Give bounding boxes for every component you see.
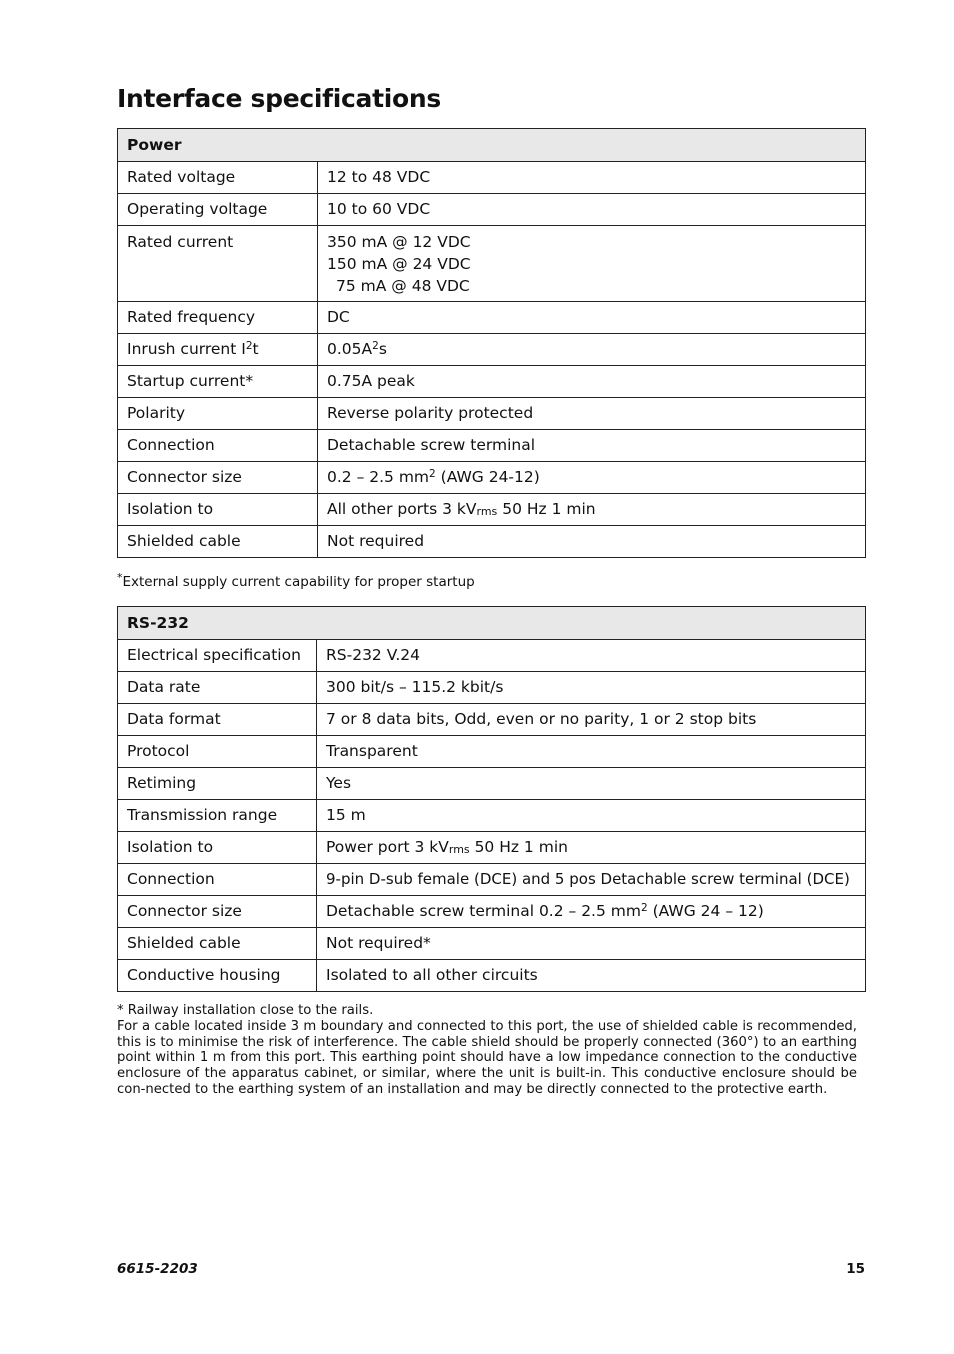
row-label: Rated voltage [118, 162, 318, 194]
value-text: s [378, 340, 387, 358]
row-value: Detachable screw terminal [318, 430, 866, 462]
superscript: 2 [429, 468, 436, 480]
row-value: Isolated to all other circuits [317, 960, 866, 992]
table-row [118, 430, 866, 462]
subscript: rms [476, 505, 498, 518]
row-value: Not required* [317, 928, 866, 960]
value-text: 0.2 – 2.5 mm [327, 468, 430, 486]
table-header-row [118, 607, 866, 640]
row-label: Rated frequency [118, 302, 318, 334]
row-value [318, 334, 866, 366]
power-table-header: Power [118, 129, 866, 162]
row-value: 300 bit/s – 115.2 kbit/s [317, 672, 866, 704]
power-footnote [117, 571, 475, 590]
table-row [118, 334, 866, 366]
row-value: 10 to 60 VDC [318, 194, 866, 226]
table-row [118, 864, 866, 896]
table-row [118, 832, 866, 864]
row-label: Isolation to [118, 494, 318, 526]
table-row [118, 162, 866, 194]
row-label: Polarity [118, 398, 318, 430]
table-row [118, 672, 866, 704]
row-label: Retiming [118, 768, 317, 800]
label-text: t [252, 340, 259, 358]
value-text: 50 Hz 1 min [469, 838, 568, 856]
table-row [118, 768, 866, 800]
table-row [118, 928, 866, 960]
rated-current-line: 75 mA @ 48 VDC [336, 277, 470, 295]
row-value: RS-232 V.24 [317, 640, 866, 672]
table-row [118, 960, 866, 992]
row-value: 12 to 48 VDC [318, 162, 866, 194]
row-label: Connection [118, 864, 317, 896]
table-row [118, 194, 866, 226]
value-text: (AWG 24-12) [435, 468, 540, 486]
row-label: Transmission range [118, 800, 317, 832]
superscript: 2 [372, 340, 379, 352]
footnote-star: * [117, 571, 123, 584]
row-value: Yes [317, 768, 866, 800]
row-value: Reverse polarity protected [318, 398, 866, 430]
row-value: 15 m [317, 800, 866, 832]
footnote-text: External supply current capability for proper startup [122, 574, 475, 590]
row-value: DC [318, 302, 866, 334]
row-value: Transparent [317, 736, 866, 768]
row-label: Startup current* [118, 366, 318, 398]
row-value [318, 494, 866, 526]
rated-current-line: 150 mA @ 24 VDC [327, 255, 471, 273]
row-label: Shielded cable [118, 526, 318, 558]
row-label: Operating voltage [118, 194, 318, 226]
table-row [118, 226, 866, 302]
value-text: Power port 3 kV [326, 838, 449, 856]
row-value: 9-pin D-sub female (DCE) and 5 pos Detachable screw terminal (DCE) [317, 864, 866, 896]
rated-current-line: 350 mA @ 12 VDC [327, 233, 471, 251]
row-label: Electrical specification [118, 640, 317, 672]
row-value [317, 832, 866, 864]
row-label: Shielded cable [118, 928, 317, 960]
label-text: Inrush current I [127, 340, 246, 358]
table-row [118, 526, 866, 558]
row-label: Connector size [118, 896, 317, 928]
row-label: Connection [118, 430, 318, 462]
subscript: rms [448, 843, 470, 856]
table-row [118, 494, 866, 526]
table-row [118, 736, 866, 768]
table-row [118, 462, 866, 494]
row-label: Data rate [118, 672, 317, 704]
table-row [118, 704, 866, 736]
table-row [118, 896, 866, 928]
value-text: All other ports 3 kV [327, 500, 477, 518]
row-label: Data format [118, 704, 317, 736]
row-value [318, 462, 866, 494]
table-row [118, 800, 866, 832]
document-number: 6615-2203 [117, 1261, 198, 1277]
superscript: 2 [640, 902, 648, 914]
shielding-note: For a cable located inside 3 m boundary and connected to this port, the use of shielded cable is recommended, this is to minimise the risk of interference. The cable shield should be properly connected (360°) to an earthing point within 1 m from this port. This earthing point should have a low impedance connection to the conductive enclosure of the apparatus cabinet, or similar, where the unit is built-in. This conductive enclosure should be con-nected to the earthing system of an installation and may be directly connected to the protective earth. [117, 1018, 857, 1097]
value-text: (AWG 24 – 12) [647, 902, 764, 920]
row-value: 0.75A peak [318, 366, 866, 398]
row-label: Isolation to [118, 832, 317, 864]
value-text: 0.05A [327, 340, 373, 358]
power-spec-table [117, 128, 866, 558]
railway-note: * Railway installation close to the rails. [117, 1003, 374, 1018]
table-row [118, 398, 866, 430]
table-header-row [118, 129, 866, 162]
row-label [118, 334, 318, 366]
row-label: Rated current [118, 226, 318, 302]
table-row [118, 366, 866, 398]
superscript: 2 [245, 340, 253, 352]
value-text: Detachable screw terminal 0.2 – 2.5 mm [326, 902, 641, 920]
row-label: Connector size [118, 462, 318, 494]
row-value: Not required [318, 526, 866, 558]
table-row [118, 640, 866, 672]
value-text: 50 Hz 1 min [497, 500, 596, 518]
page-number: 15 [846, 1261, 865, 1277]
row-value [317, 896, 866, 928]
page-title: Interface specifications [117, 84, 441, 113]
row-value-multiline [318, 226, 866, 302]
row-label: Protocol [118, 736, 317, 768]
table-row [118, 302, 866, 334]
rs232-notes [117, 1003, 857, 1098]
row-value: 7 or 8 data bits, Odd, even or no parity, 1 or 2 stop bits [317, 704, 866, 736]
row-label: Conductive housing [118, 960, 317, 992]
rs232-table-header: RS-232 [118, 607, 866, 640]
rs232-spec-table [117, 606, 866, 992]
